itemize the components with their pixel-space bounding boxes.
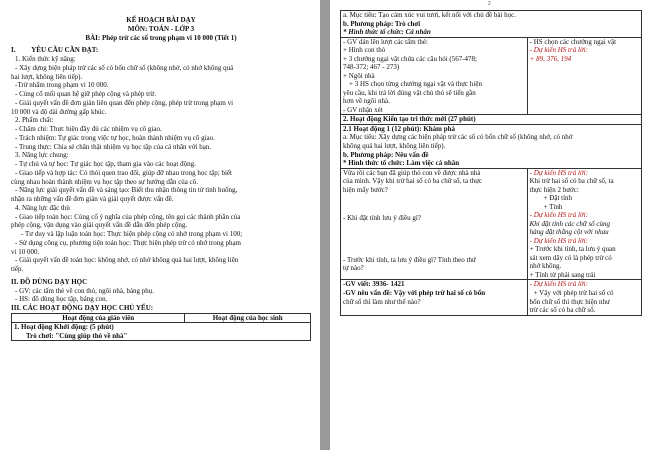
objectives-line: cùng nhau hoàn thành nhiệm vụ học tập theo sự hướng dẫn của cô. — [11, 177, 199, 186]
objectives-line: 4. Năng lực đặc thù — [15, 203, 70, 212]
objectives-line: nhận ra những vấn đề đơn giản và giải quyết được vấn đề. — [11, 195, 174, 203]
cell-line: -GV viết: 3936- 1421 — [343, 280, 405, 289]
cell-line: - Khi đặt tính lưu ý điều gì? — [343, 214, 421, 223]
objectives-line: - Chăm chỉ: Thực hiện đầy đủ các nhiệm vụ cô giao. — [15, 125, 162, 133]
objectives-line: - Trách nhiệm: Tự giác trong việc tự học, hoàn thành nhiệm vụ cô giao. — [15, 133, 215, 142]
objectives-line: - Sử dụng công cụ, phương tiện toán học: Thực hiện phép trừ có nhớ trong phạm — [15, 238, 241, 247]
objectives-line: - Giải quyết vấn đề đơn giản liên quan đến phép cộng, phép trừ trong phạm vi — [15, 98, 234, 107]
subject-title: MÔN: TOÁN - LỚP 3 — [127, 24, 195, 33]
row-line: a. Mục tiêu: Xây dựng các biện pháp trừ các số có bốn chữ số (không nhớ, có nhớ — [343, 133, 573, 142]
objectives-line: -Trừ nhẩm trong phạm vi 10 000. — [15, 81, 109, 90]
cell-line: tự nào? — [343, 264, 364, 273]
activity-2-1-title: 2.1 Hoạt động 1 (12 phút): Khám phá — [343, 124, 456, 133]
materials-line: - GV: các tấm thẻ về con thỏ, ngôi nhà, bảng phụ. — [15, 286, 155, 295]
objectives-line: - Trung thực: Chia sẻ chân thật nhiệm vụ học tập của cá nhân với bạn. — [15, 142, 212, 151]
cell-line: bốn chữ số thì thực hiện như — [529, 297, 610, 306]
cell-line: hàng đặt thẳng cột với nhau — [529, 228, 609, 237]
row-line: b. Phương pháp: Trò chơi — [343, 19, 421, 28]
cell-line: trừ các số có ba chữ số. — [529, 306, 596, 315]
activity-2-title: 2. Hoạt động Kiến tạo tri thức mới (27 phút) — [341, 115, 642, 125]
lesson-title: BÀI: Phép trừ các số trong phạm vi 10 000 (Tiết 1) — [85, 33, 237, 42]
objectives-line: hai lượt, không liên tiếp). — [11, 72, 83, 81]
cell-line: - Trước khi tính, ta lưu ý điều gì? Tính theo thứ — [343, 255, 476, 264]
cell-line: Khi trừ hai số có ba chữ số, ta — [529, 177, 614, 186]
cell-line: + 3 chướng ngại vật chứa các câu hỏi (567-478; — [343, 54, 477, 63]
cell-line: + Ngôi nhà — [343, 71, 375, 80]
page-title: KẾ HOẠCH BÀI DẠY — [126, 16, 196, 24]
cell-line: + Tính từ phải sang trái — [529, 270, 596, 279]
row-line: không quá hai lượt, không liên tiếp). — [343, 141, 446, 150]
activity-1-title: 1. Hoạt động Khởi động: (5 phút) — [14, 323, 114, 332]
section-1-title: YÊU CẦU CẦN ĐẠT: — [31, 46, 99, 55]
objectives-line: - Củng cố mối quan hệ giữ phép cộng và phép trừ. — [15, 90, 156, 98]
game-teacher-cell — [341, 37, 528, 115]
cell-line: + Hình con thỏ — [343, 46, 386, 55]
activity-2-1-cell — [341, 124, 642, 168]
teacher-column-header: Hoạt động của giáo viên — [12, 313, 185, 323]
cell-line: + Đặt tính — [543, 194, 573, 203]
section-1-heading — [11, 46, 311, 55]
objectives-line: - Giao tiếp và hợp tác: Có thói quen trao đổi, giúp đỡ nhau trong học tập; biết — [15, 168, 232, 177]
objectives-line: - Tự chủ và tự học: Tự giác học tập, tham gia vào các hoạt động. — [15, 160, 196, 168]
document-page-2 — [330, 0, 650, 450]
cell-line: -GV nêu vấn đề: Vậy với phép trừ hai số có bốn — [343, 289, 486, 297]
objectives-line: - Năng lực giải quyết vấn đề và sáng tạo: Biết thu nhận thông tin từ tình huống, — [15, 186, 238, 195]
cell-line: hiện mấy bước? — [343, 185, 388, 194]
student-column-header: Hoạt động của học sinh — [185, 313, 311, 323]
objectives-line: 1. Kiến thức kỹ năng: — [15, 55, 76, 63]
cell-line: Vừa rồi các bạn đã giúp thỏ con về được nhà nhà — [343, 168, 481, 177]
game-objectives-cell — [341, 11, 642, 38]
cell-line: - GV nhận xét — [343, 105, 383, 114]
cell-line: + Vậy với phép trừ hai số có — [533, 289, 614, 297]
objectives-line: 3. Năng lực chung: — [15, 151, 69, 160]
problem-student-cell — [527, 280, 641, 315]
cell-line: hơn về ngôi nhà. — [343, 97, 390, 106]
page-number: 2 — [488, 1, 491, 7]
objectives-line: - Giao tiếp toán học: Củng cố ý nghĩa của phép cộng, tên gọi các thành phần của — [15, 212, 241, 221]
cell-line: - Dự kiến HS trả lời: — [529, 46, 588, 55]
discussion-teacher-cell — [341, 168, 528, 280]
cell-line: + 89, 376, 194 — [529, 54, 572, 63]
activity-1-game: Trò chơi: "Cùng giúp thỏ về nhà" — [26, 331, 128, 340]
cell-line: + Tính — [543, 202, 563, 211]
objectives-line: tiếp. — [11, 265, 24, 273]
activities-table — [11, 313, 311, 342]
cell-line: - Dự kiến HS trả lời: — [529, 168, 588, 177]
objectives-line: - Tư duy và lập luận toán học: Thực hiện phép cộng có nhớ trong phạm vi 100; — [21, 230, 243, 238]
cell-line: của mình. Vậy khi trừ hai số có ba chữ số, ta thực — [343, 177, 483, 186]
cell-line: nhớ không. — [529, 262, 562, 271]
cell-line: - Dự kiến HS trả lời: — [529, 280, 588, 289]
cell-line: + 3 HS chọn từng chướng ngại vật và thực hiện — [349, 80, 482, 89]
objectives-line: vi 10 000. — [11, 247, 40, 256]
section-3-title: III. CÁC HOẠT ĐỘNG DẠY HỌC CHỦ YẾU: — [11, 304, 154, 312]
cell-line: - Dự kiến HS trả lời: — [529, 211, 588, 220]
section-2-title: II. ĐỒ DÙNG DẠY HỌC — [11, 277, 88, 286]
materials-line: - HS: đồ dùng học tập, bảng con. — [15, 295, 108, 304]
cell-line: chữ số thì làm như thế nào? — [343, 297, 421, 306]
objectives-line: - Xây dựng biện pháp trừ các số có bốn chữ số (không nhớ, có nhớ không quá — [15, 63, 234, 72]
discussion-student-cell — [527, 168, 641, 280]
cell-line: - Dự kiến HS trả lời: — [529, 236, 588, 245]
objectives-line: phép cộng, vận dụng vào giải quyết vấn đề dẫn đến phép cộng. — [11, 221, 188, 230]
cell-line: + Trước khi tính, ta lưu ý quan — [529, 245, 616, 254]
cell-line: 748-372; 467 - 273) — [343, 63, 400, 72]
problem-teacher-cell — [341, 280, 528, 315]
objectives-line: 10 000 và độ dài đường gấp khúc. — [11, 107, 107, 116]
section-1-number: I. — [11, 46, 16, 55]
cell-line: Khi đặt tính các chữ số cùng — [529, 219, 611, 228]
game-student-cell — [527, 37, 641, 115]
cell-line: - GV dán lên lượt các tấm thẻ: — [343, 37, 428, 46]
cell-line: yêu cầu, khi trả lời đúng vật chủ thỏ sẽ tiến gần — [343, 88, 476, 97]
row-line: * Hình thức tổ chức: Cá nhân — [343, 28, 431, 37]
activities-table-continued — [340, 10, 642, 316]
row-line: a. Mục tiêu: Tạo cảm xúc vui tươi, kết nối với chủ đề bài học. — [343, 11, 516, 19]
document-page-1 — [0, 0, 320, 450]
row-line: b. Phương pháp: Nêu vấn đề — [343, 150, 429, 159]
objectives-line: 2. Phẩm chất: — [15, 116, 54, 125]
objectives-line: - Giải quyết vấn đề toán học: không nhớ, có nhớ không quá hai lượt, không liên — [15, 256, 239, 265]
row-line: * Hình thức tổ chức: Làm việc cá nhân — [343, 159, 460, 168]
cell-line: sát xem dãy có là phép trừ có — [529, 253, 612, 262]
cell-line: thực hiện 2 bước: — [529, 185, 579, 194]
activity-1-cell — [12, 323, 311, 341]
cell-line: - HS chọn các chướng ngại vật — [529, 37, 617, 46]
